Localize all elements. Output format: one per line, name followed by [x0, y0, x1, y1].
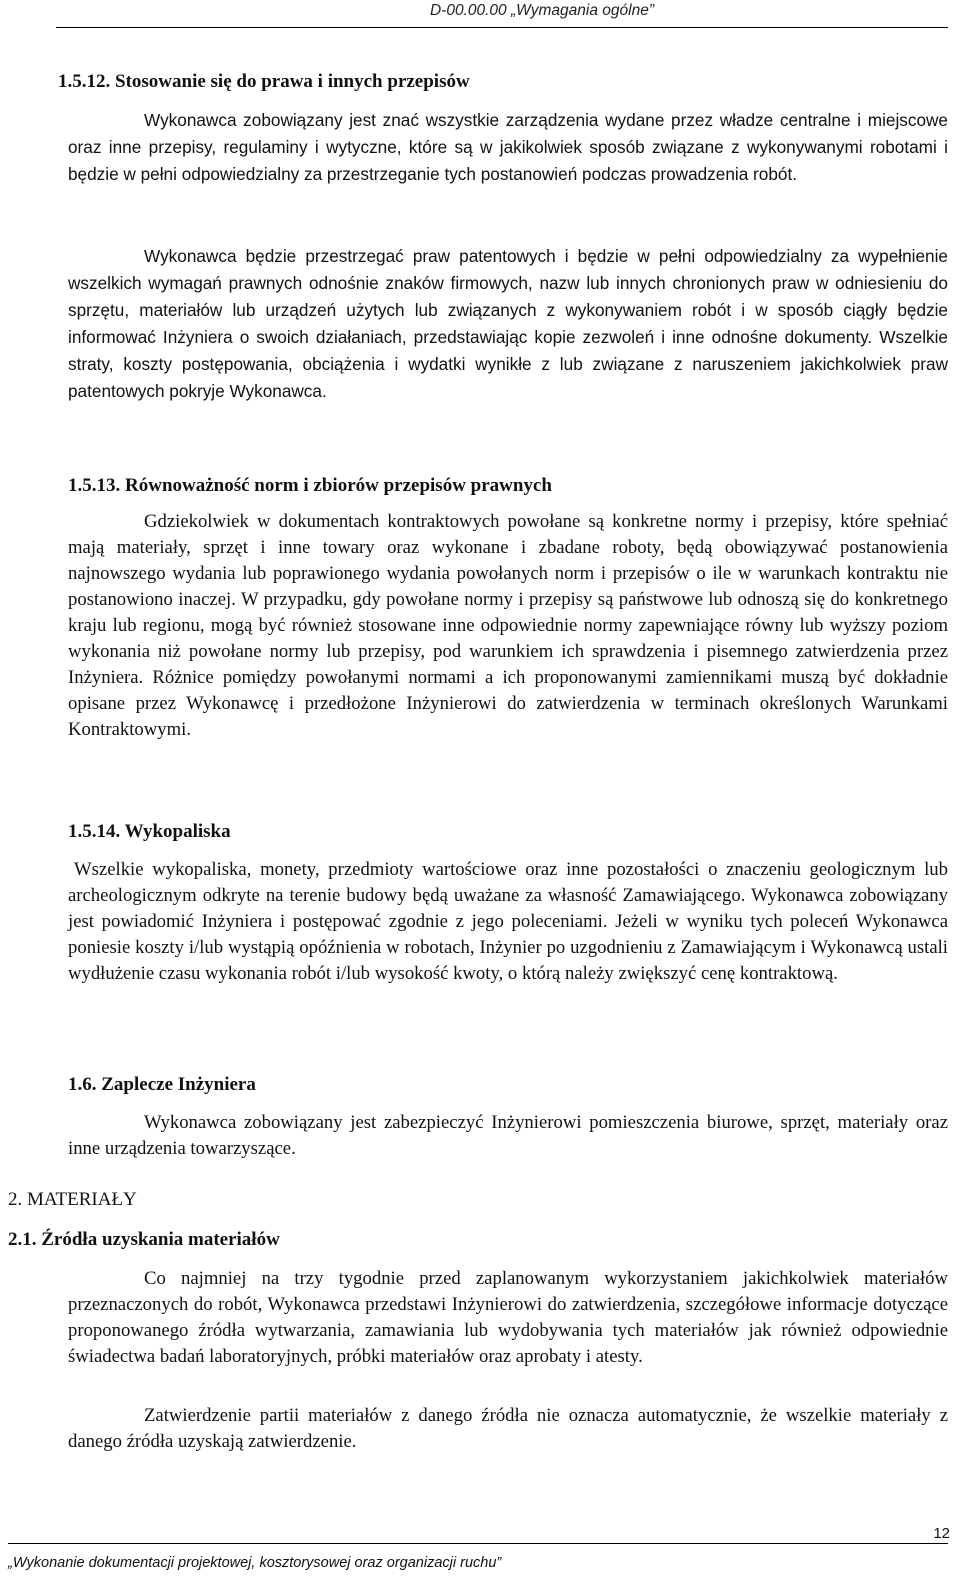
section-2	[8, 1188, 948, 1211]
paragraph: Zatwierdzenie partii materiałów z danego źródła nie oznacza automatycznie, że wszelkie materiały z danego źródła uzyskają zatwierdzenie.	[68, 1405, 948, 1452]
paragraph: Wykonawca zobowiązany jest zabezpieczyć Inżynierowi pomieszczenia biurowe, sprzęt, materiały oraz inne urządzenia towarzyszące.	[68, 1112, 948, 1159]
section-title: 1.5.12. Stosowanie się do prawa i innych przepisów	[58, 71, 470, 92]
section-1-5-12-para-1	[68, 107, 948, 188]
section-1-5-14-para-1	[68, 857, 948, 987]
paragraph: Wszelkie wykopaliska, monety, przedmioty wartościowe oraz inne pozostałości o znaczeniu geologicznym lub archeologicznym odkryte na terenie budowy będą uważane za własność Zamawiającego. Wykonawca zobowiązany jest powiadomić Inżyniera i postępować zgodnie z jego poleceniami. Jeżeli w wyniku tych poleceń Wykonawca poniesie koszty i/lub wystąpią opóźnienia w robotach, Inżynier po uzgodnieniu z Zamawiającym i Wykonawcą ustali wydłużenie czasu wykonania robót i/lub wysokość kwoty, o którą należy zwiększyć cenę kontraktową.	[68, 859, 948, 984]
page-number: 12	[933, 1525, 950, 1542]
running-header: D-00.00.00 „Wymagania ogólne”	[429, 2, 654, 19]
running-footer: „Wykonanie dokumentacji projektowej, kosztorysowej oraz organizacji ruchu”	[8, 1555, 502, 1571]
section-1-5-14	[68, 820, 948, 843]
section-1-5-13-para-1	[68, 509, 948, 743]
header-rule	[56, 27, 948, 28]
paragraph: Wykonawca będzie przestrzegać praw patentowych i będzie w pełni odpowiedzialny za wypełnienie wszelkich wymagań prawnych odnośnie znaków firmowych, nazw lub innych chronionych praw w odniesieniu do sprzętu, materiałów lub urządzeń użytych lub związanych z wykonywaniem robót i w sposób ciągły będzie informować Inżyniera o swoich działaniach, przedstawiając kopie zezwoleń i inne odnośne dokumenty. Wszelkie straty, koszty postępowania, obciążenia i wydatki wynikłe z lub związane z naruszeniem jakichkolwiek praw patentowych pokryje Wykonawca.	[68, 246, 948, 401]
section-title: 1.5.14. Wykopaliska	[68, 821, 231, 842]
section-title: 2. MATERIAŁY	[8, 1189, 137, 1210]
section-2-1	[8, 1228, 948, 1251]
section-2-1-para-1	[68, 1266, 948, 1370]
section-2-1-para-2	[68, 1403, 948, 1455]
section-1-6-para-1	[68, 1110, 948, 1162]
paragraph: Gdziekolwiek w dokumentach kontraktowych powołane są konkretne normy i przepisy, które spełniać mają materiały, sprzęt i inne towary oraz wykonane i zbadane roboty, będą obowiązywać postanowienia najnowszego wydania lub poprawionego wydania powołanych norm i przepisów o ile w warunkach kontraktu nie postanowiono inaczej. W przypadku, gdy powołane normy i przepisy są państwowe lub odnoszą się do konkretnego kraju lub regionu, mogą być również stosowane inne odpowiednie normy zapewniające równy lub wyższy poziom wykonania niż powołane normy lub przepisy, pod warunkiem ich sprawdzenia i pisemnego zatwierdzenia przez Inżyniera. Różnice pomiędzy powołanymi normami a ich proponowanymi zamiennikami muszą być dokładnie opisane przez Wykonawcę i przedłożone Inżynierowi do zatwierdzenia w terminach określonych Warunkami Kontraktowymi.	[68, 511, 948, 740]
section-1-6	[68, 1073, 948, 1096]
section-title: 1.5.13. Równoważność norm i zbiorów przepisów prawnych	[68, 475, 552, 496]
section-1-5-12-para-2	[68, 243, 948, 405]
paragraph: Co najmniej na trzy tygodnie przed zaplanowanym wykorzystaniem jakichkolwiek materiałów przeznaczonych do robót, Wykonawca przedstawi Inżynierowi do zatwierdzenia, szczegółowe informacje dotyczące proponowanego źródła wytwarzania, zamawiania lub wydobywania tych materiałów jak również odpowiednie świadectwa badań laboratoryjnych, próbki materiałów oraz aprobaty i atesty.	[68, 1268, 948, 1367]
section-1-5-13	[68, 474, 948, 497]
footer-rule	[8, 1543, 948, 1544]
section-title: 1.6. Zaplecze Inżyniera	[68, 1074, 256, 1095]
section-1-5-12	[58, 70, 948, 93]
section-title: 2.1. Źródła uzyskania materiałów	[8, 1229, 280, 1250]
paragraph: Wykonawca zobowiązany jest znać wszystkie zarządzenia wydane przez władze centralne i miejscowe oraz inne przepisy, regulaminy i wytyczne, które są w jakikolwiek sposób związane z wykonywanymi robotami i będzie w pełni odpowiedzialny za przestrzeganie tych postanowień podczas prowadzenia robót.	[68, 110, 948, 184]
